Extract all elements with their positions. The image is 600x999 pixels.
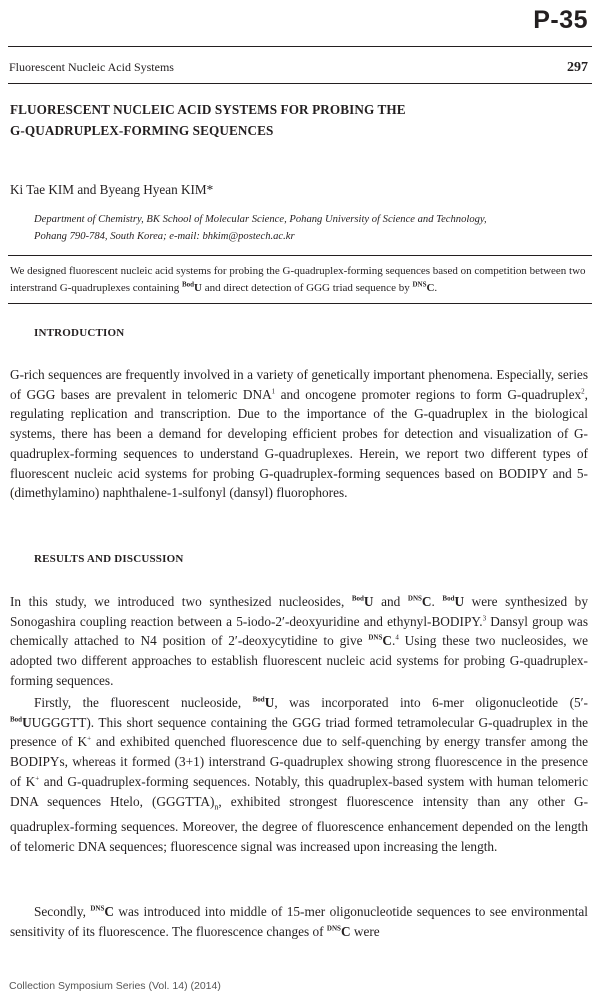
footer-series: Collection Symposium Series (Vol. 14) (2014) bbox=[9, 980, 221, 992]
dnsc-label: $^{DNS}$C bbox=[90, 904, 114, 919]
reference-marker: 4 bbox=[395, 633, 399, 642]
title-line-2: G-QUADRUPLEX-FORMING SEQUENCES bbox=[10, 123, 274, 138]
bodu-label: $^{Bod}$U bbox=[181, 279, 202, 294]
abstract-bottom-rule bbox=[8, 303, 592, 304]
paper-title bbox=[10, 99, 588, 141]
abstract-text: and direct detection of GGG triad sequence by bbox=[202, 281, 413, 294]
top-rule bbox=[8, 46, 592, 47]
affiliation bbox=[34, 211, 588, 245]
dnsc-label: $^{DNS}$C bbox=[412, 279, 435, 294]
running-head bbox=[9, 60, 588, 76]
journal-section-name: Fluorescent Nucleic Acid Systems bbox=[9, 60, 174, 74]
dnsc-label: $^{DNS}$C bbox=[368, 633, 392, 649]
header-rule bbox=[8, 83, 592, 84]
bodu-label: $^{Bod}$U bbox=[252, 695, 275, 710]
abstract-text: . bbox=[434, 281, 438, 294]
introduction-heading: INTRODUCTION bbox=[34, 327, 125, 339]
reference-marker: 1 bbox=[271, 387, 276, 396]
bodu-label: $^{Bod}$U bbox=[351, 594, 374, 609]
abstract-top-rule bbox=[8, 255, 592, 256]
abstract-text: We designed fluorescent nucleic acid systems for probing the G-quadruplex-forming sequences based on competition between two interstrand G-quadruplexes containing bbox=[10, 265, 586, 294]
dnsc-label: $^{DNS}$C bbox=[326, 923, 351, 939]
bodu-label: $^{Bod}$U bbox=[10, 714, 32, 730]
results-heading: RESULTS AND DISCUSSION bbox=[34, 553, 184, 565]
results-paragraph-2: Firstly, the fluorescent nucleoside, $^{Bod}$U, was incorporated into 6-mer oligonucleotide (5′-$^{Bod}$UUGGGTT). This short sequence containing the GGG triad formed tetramolecular G-quadruplex in the presence of K+ and exhibited quenched fluorescence due to self-quenching by energy transfer among the BODIPYs, whereas it formed (3+1) interstrand G-quadruplex showing strong fluorescence in the presence of K+ and G-quadruplex-forming sequences. Notably, this quadruplex-based system with human telomeric DNA sequences Htelo, $(GGGTTA)_n$, exhibited strongest fluorescence intensity than any other G-quadruplex-forming sequences. Moreover, the degree of fluorescence enhancement depended on the length of telomeric DNA sequences; fluorescence signal was increased upon increasing the length. bbox=[10, 695, 588, 854]
authors: Ki Tae KIM and Byeang Hyean KIM* bbox=[10, 182, 214, 197]
results-paragraph-1: In this study, we introduced two synthesized nucleosides, $^{Bod}$U and $^{DNS}$C. $^{Bod}$U were synthesized by Sonogashira coupling reaction between a 5-iodo-2′-deoxyuridine and ethynyl-BODIPY.$^3$ Dansyl group was chemically attached to N4 position of 2′-deoxycytidine to give $^{DNS}$C.$^4$ Using these two nucleosides, we adopted two different approaches to establish fluorescent nucleic acid systems for probing G-quadruplex-forming sequences. bbox=[10, 594, 589, 688]
affiliation-line-2: Pohang 790-784, South Korea; e-mail: bhkim@postech.ac.kr bbox=[34, 231, 295, 242]
title-line-1: FLUORESCENT NUCLEIC ACID SYSTEMS FOR PROBING THE bbox=[10, 102, 406, 117]
results-paragraph-3: Secondly, $^{DNS}$C was introduced into middle of 15-mer oligonucleotide sequences to see environmental sensitivity of its fluorescence. The fluorescence changes of $^{DNS}$C were bbox=[10, 904, 588, 939]
reference-marker: 3 bbox=[482, 614, 487, 623]
introduction-paragraph: G-rich sequences are frequently involved in a variety of genetically important phenomena. Especially, series of GGG bases are prevalent in telomeric DNA$^1$ and oncogene promoter regions to form G-quadruplex$^2$, regulating replication and transcription. Due to the importance of the G-quadruplex in the biological systems, there has been a demand for developing efficient probes for detection and visualization of G-quadruplex-forming sequences to understand G-quadruplexes. Herein, we report two different types of fluorescent nucleic acid systems for probing G-quadruplex-forming sequences based on BODIPY and 5-(dimethylamino) naphthalene-1-sulfonyl (dansyl) fluorophores. bbox=[10, 367, 588, 501]
abstract bbox=[10, 263, 588, 296]
dnsc-label: $^{DNS}$C bbox=[407, 594, 432, 609]
page-number: 297 bbox=[567, 60, 588, 75]
reference-marker: 2 bbox=[581, 387, 585, 396]
affiliation-line-1: Department of Chemistry, BK School of Molecular Science, Pohang University of Science and Technology, bbox=[34, 214, 487, 225]
bodu-label: $^{Bod}$U bbox=[442, 594, 465, 609]
page-code: P-35 bbox=[533, 6, 588, 34]
